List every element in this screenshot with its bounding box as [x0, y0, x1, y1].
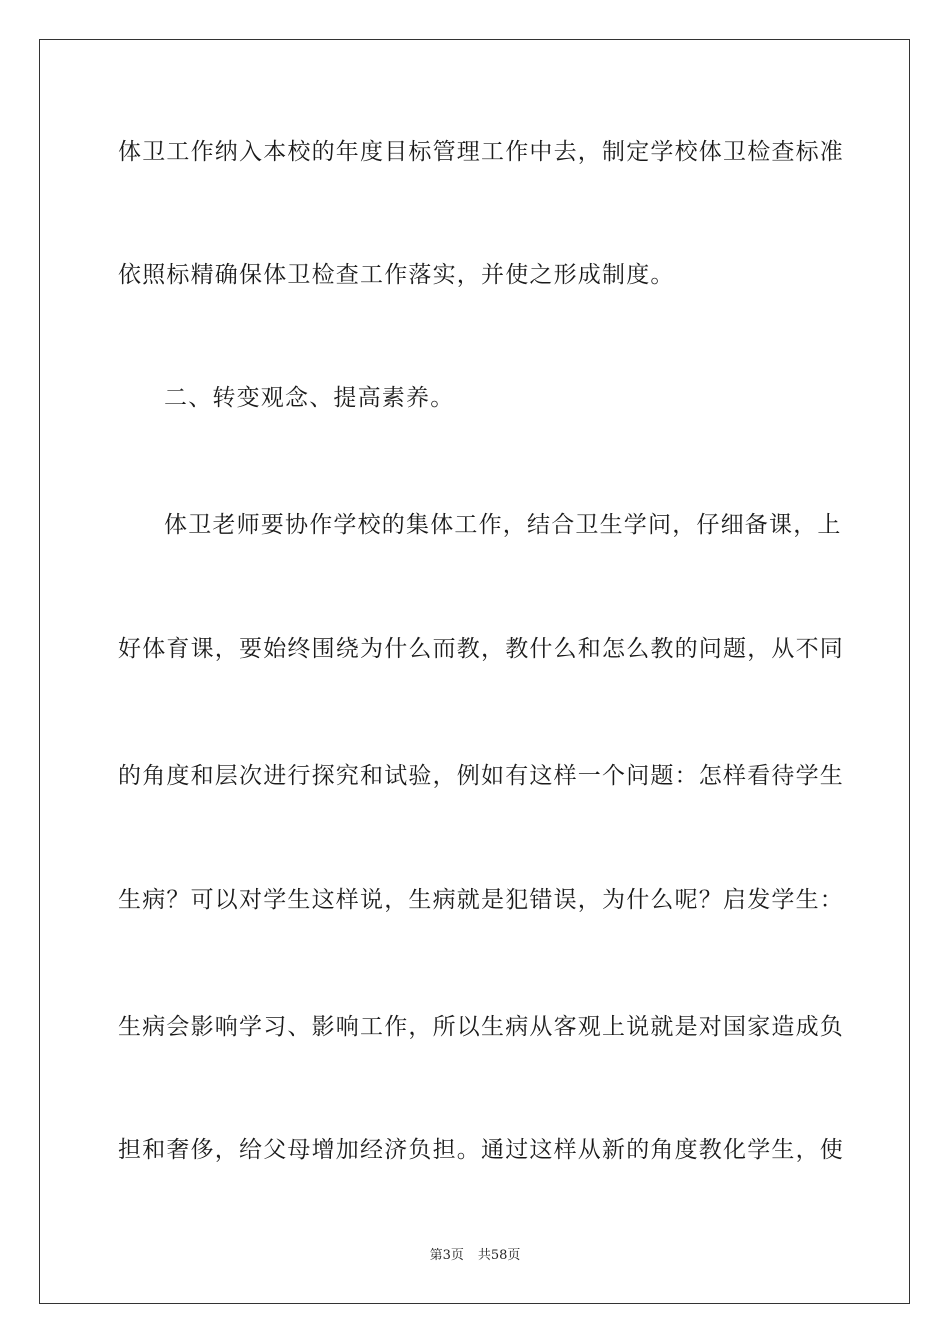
page-total: 共58页 [477, 1248, 521, 1263]
body-text-line: 生病？可以对学生这样说，生病就是犯错误，为什么呢？启发学生： [118, 887, 844, 913]
body-text-line: 的角度和层次进行探究和试验，例如有这样一个问题：怎样看待学生 [118, 763, 844, 789]
page-number: 第3页 [429, 1248, 464, 1263]
body-text-line: 体卫工作纳入本校的年度目标管理工作中去，制定学校体卫检查标准 [118, 139, 844, 165]
body-text-line: 体卫老师要协作学校的集体工作，结合卫生学问，仔细备课，上 [164, 512, 842, 538]
body-text-line: 生病会影响学习、影响工作，所以生病从客观上说就是对国家造成负 [118, 1014, 844, 1040]
body-text-line: 依照标精确保体卫检查工作落实，并使之形成制度。 [118, 262, 675, 288]
body-text-line: 好体育课，要始终围绕为什么而教，教什么和怎么教的问题，从不同 [118, 636, 844, 662]
page-footer [0, 1247, 950, 1265]
section-heading: 二、转变观念、提高素养。 [164, 385, 455, 411]
page-border [39, 39, 910, 1304]
body-text-line: 担和奢侈，给父母增加经济负担。通过这样从新的角度教化学生，使 [118, 1137, 844, 1163]
